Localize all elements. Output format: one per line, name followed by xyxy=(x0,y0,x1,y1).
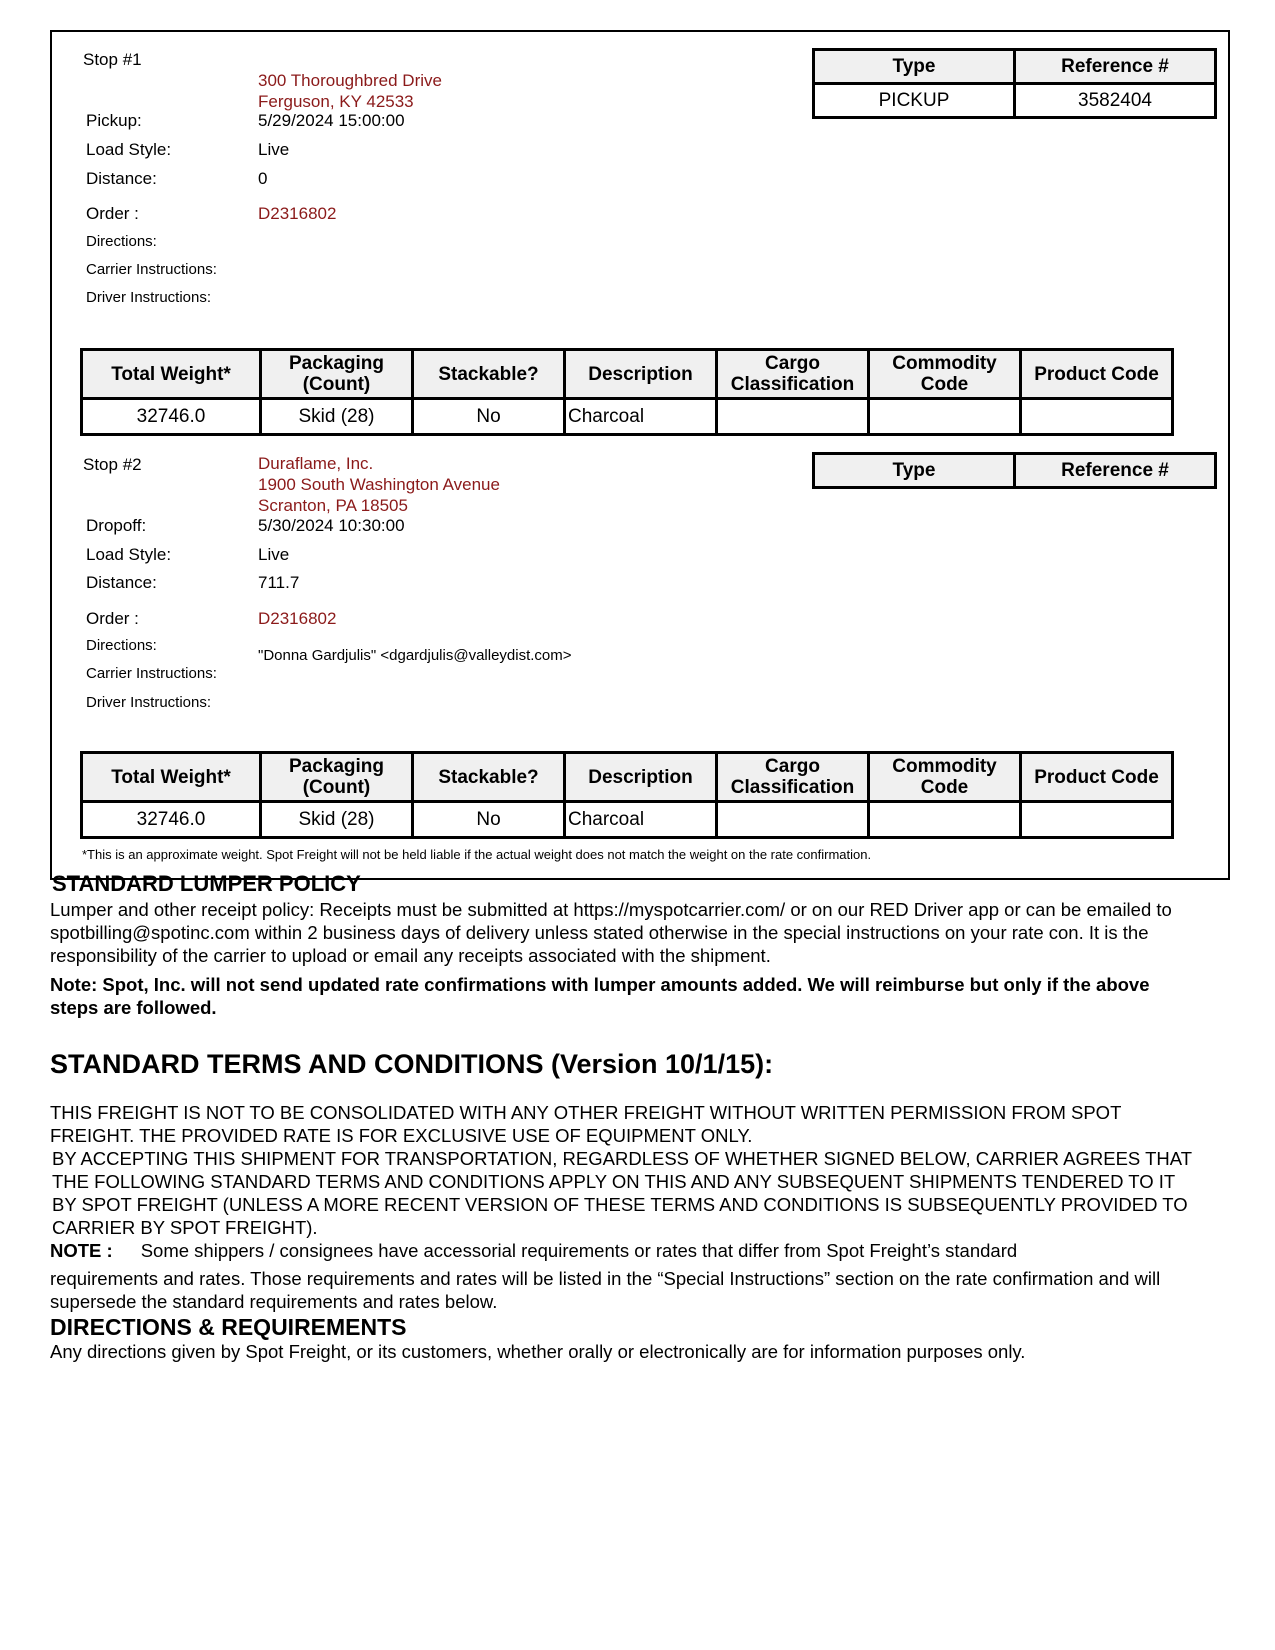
stop-2-address-line2: Scranton, PA 18505 xyxy=(258,496,408,515)
order-label: Order : xyxy=(86,609,139,628)
stop-1-title: Stop #1 xyxy=(83,50,142,69)
stop-2-weight: 32746.0 xyxy=(82,802,261,838)
stop-2-product-code xyxy=(1021,802,1173,838)
stop-2-distance: 711.7 xyxy=(258,573,300,592)
terms-note-label: NOTE : xyxy=(50,1240,113,1261)
carrier-instructions-label: Carrier Instructions: xyxy=(86,665,217,682)
stop-1-address xyxy=(258,70,442,112)
stop-2-stackable: No xyxy=(413,802,565,838)
weight-header: Total Weight* xyxy=(82,753,261,802)
carrier-instructions-label: Carrier Instructions: xyxy=(86,261,217,278)
stop-2-commodity-code xyxy=(869,802,1021,838)
stop-2-reference-table xyxy=(812,452,1217,489)
stop-1-address-line1: 300 Thoroughbred Drive xyxy=(258,71,442,90)
stop-2-description: Charcoal xyxy=(565,802,717,838)
distance-label: Distance: xyxy=(86,169,157,188)
lumper-policy-heading: STANDARD LUMPER POLICY xyxy=(52,871,361,896)
ref-type-header: Type xyxy=(814,454,1015,488)
terms-note-text-line1: Some shippers / consignees have accessorial requirements or rates that differ from Spot Freight’s standard xyxy=(140,1240,1018,1261)
stop-2-packaging: Skid (28) xyxy=(261,802,413,838)
stop-1-order: D2316802 xyxy=(258,204,337,223)
stop-2-cargo-table xyxy=(80,751,1174,839)
stackable-header: Stackable? xyxy=(413,350,565,399)
table-row xyxy=(82,399,1173,435)
directions-label: Directions: xyxy=(86,233,157,250)
dropoff-datetime: 5/30/2024 10:30:00 xyxy=(258,516,405,535)
product-code-header: Product Code xyxy=(1021,753,1173,802)
ref-number-header: Reference # xyxy=(1015,50,1216,84)
terms-paragraph-1: THIS FREIGHT IS NOT TO BE CONSOLIDATED WITH ANY OTHER FREIGHT WITHOUT WRITTEN PERMISSION FROM SPOT FREIGHT. THE PROVIDED RATE IS FOR EXCLUSIVE USE OF EQUIPMENT ONLY. xyxy=(50,1102,1122,1146)
pickup-label: Pickup: xyxy=(86,111,142,130)
terms-note-line xyxy=(50,1239,1190,1262)
ref-number-header: Reference # xyxy=(1015,454,1216,488)
stop-1-cargo-table xyxy=(80,348,1174,436)
stop-1-product-code xyxy=(1021,399,1173,435)
directions-label: Directions: xyxy=(86,637,157,654)
stop-1-classification xyxy=(717,399,869,435)
lumper-policy-body: Lumper and other receipt policy: Receipts must be submitted at https://myspotcarrier.com/ or on our RED Driver app or can be emailed to spotbilling@spotinc.com within 2 business days of delivery unless stated otherwise in the special instructions on your rate con. It is the responsibility of the carrier to upload or email any receipts associated with the shipment. xyxy=(50,899,1172,966)
stop-2-title: Stop #2 xyxy=(83,455,142,474)
stop-2-section xyxy=(50,455,1230,880)
stop-1-address-line2: Ferguson, KY 42533 xyxy=(258,92,414,111)
stop-1-distance: 0 xyxy=(258,169,268,188)
stop-2-order: D2316802 xyxy=(258,609,337,628)
terms-note-text-rest: requirements and rates. Those requirements and rates will be listed in the “Special Instructions” section on the rate confirmation and will supersede the standard requirements and rates below. xyxy=(50,1268,1161,1312)
stop-1-packaging: Skid (28) xyxy=(261,399,413,435)
stackable-header: Stackable? xyxy=(413,753,565,802)
description-header: Description xyxy=(565,753,717,802)
classification-header: Cargo Classification xyxy=(717,753,869,802)
weight-footnote: *This is an approximate weight. Spot Freight will not be held liable if the actual weight does not match the weight on the rate confirmation. xyxy=(82,847,872,862)
load-style-label: Load Style: xyxy=(86,140,172,159)
pickup-datetime: 5/29/2024 15:00:00 xyxy=(258,111,405,130)
terms-heading: STANDARD TERMS AND CONDITIONS (Version 10/1/15): xyxy=(50,1049,774,1079)
stop-1-stackable: No xyxy=(413,399,565,435)
stop-2-address xyxy=(258,453,500,516)
description-header: Description xyxy=(565,350,717,399)
directions-requirements-body: Any directions given by Spot Freight, or its customers, whether orally or electronically are for information purposes only. xyxy=(50,1341,1026,1362)
stop-1-ref-number: 3582404 xyxy=(1015,84,1216,118)
dropoff-label: Dropoff: xyxy=(86,516,147,535)
directions-requirements-heading: DIRECTIONS & REQUIREMENTS xyxy=(50,1314,407,1340)
table-row xyxy=(82,802,1173,838)
stop-1-commodity-code xyxy=(869,399,1021,435)
lumper-policy-note: Note: Spot, Inc. will not send updated rate confirmations with lumper amounts added. We will reimburse but only if the above steps are followed. xyxy=(50,974,1150,1018)
commodity-code-header: Commodity Code xyxy=(869,753,1021,802)
stop-2-company: Duraflame, Inc. xyxy=(258,454,374,473)
weight-header: Total Weight* xyxy=(82,350,261,399)
stop-1-section xyxy=(50,30,1230,457)
driver-instructions-label: Driver Instructions: xyxy=(86,694,212,711)
product-code-header: Product Code xyxy=(1021,350,1173,399)
stop-2-classification xyxy=(717,802,869,838)
ref-type-header: Type xyxy=(814,50,1015,84)
stop-1-reference-table xyxy=(812,48,1217,119)
stop-2-directions: "Donna Gardjulis" <dgardjulis@valleydist.com> xyxy=(258,647,572,664)
packaging-header: Packaging (Count) xyxy=(261,350,413,399)
stop-2-address-line1: 1900 South Washington Avenue xyxy=(258,475,500,494)
commodity-code-header: Commodity Code xyxy=(869,350,1021,399)
driver-instructions-label: Driver Instructions: xyxy=(86,289,212,306)
order-label: Order : xyxy=(86,204,139,223)
terms-paragraph-2: BY ACCEPTING THIS SHIPMENT FOR TRANSPORTATION, REGARDLESS OF WHETHER SIGNED BELOW, CARRIER AGREES THAT THE FOLLOWING STANDARD TERMS AND CONDITIONS APPLY ON THIS AND ANY SUBSEQUENT SHIPMENTS TENDERED TO IT BY SPOT FREIGHT (UNLESS A MORE RECENT VERSION OF THESE TERMS AND CONDITIONS IS SUBSEQUENTLY PROVIDED TO CARRIER BY SPOT FREIGHT). xyxy=(52,1148,1192,1238)
stop-2-load-style: Live xyxy=(258,545,290,564)
load-style-label: Load Style: xyxy=(86,545,172,564)
packaging-header: Packaging (Count) xyxy=(261,753,413,802)
stop-1-load-style: Live xyxy=(258,140,290,159)
distance-label: Distance: xyxy=(86,573,157,592)
stop-1-ref-type: PICKUP xyxy=(814,84,1015,118)
stop-1-description: Charcoal xyxy=(565,399,717,435)
stop-1-weight: 32746.0 xyxy=(82,399,261,435)
classification-header: Cargo Classification xyxy=(717,350,869,399)
